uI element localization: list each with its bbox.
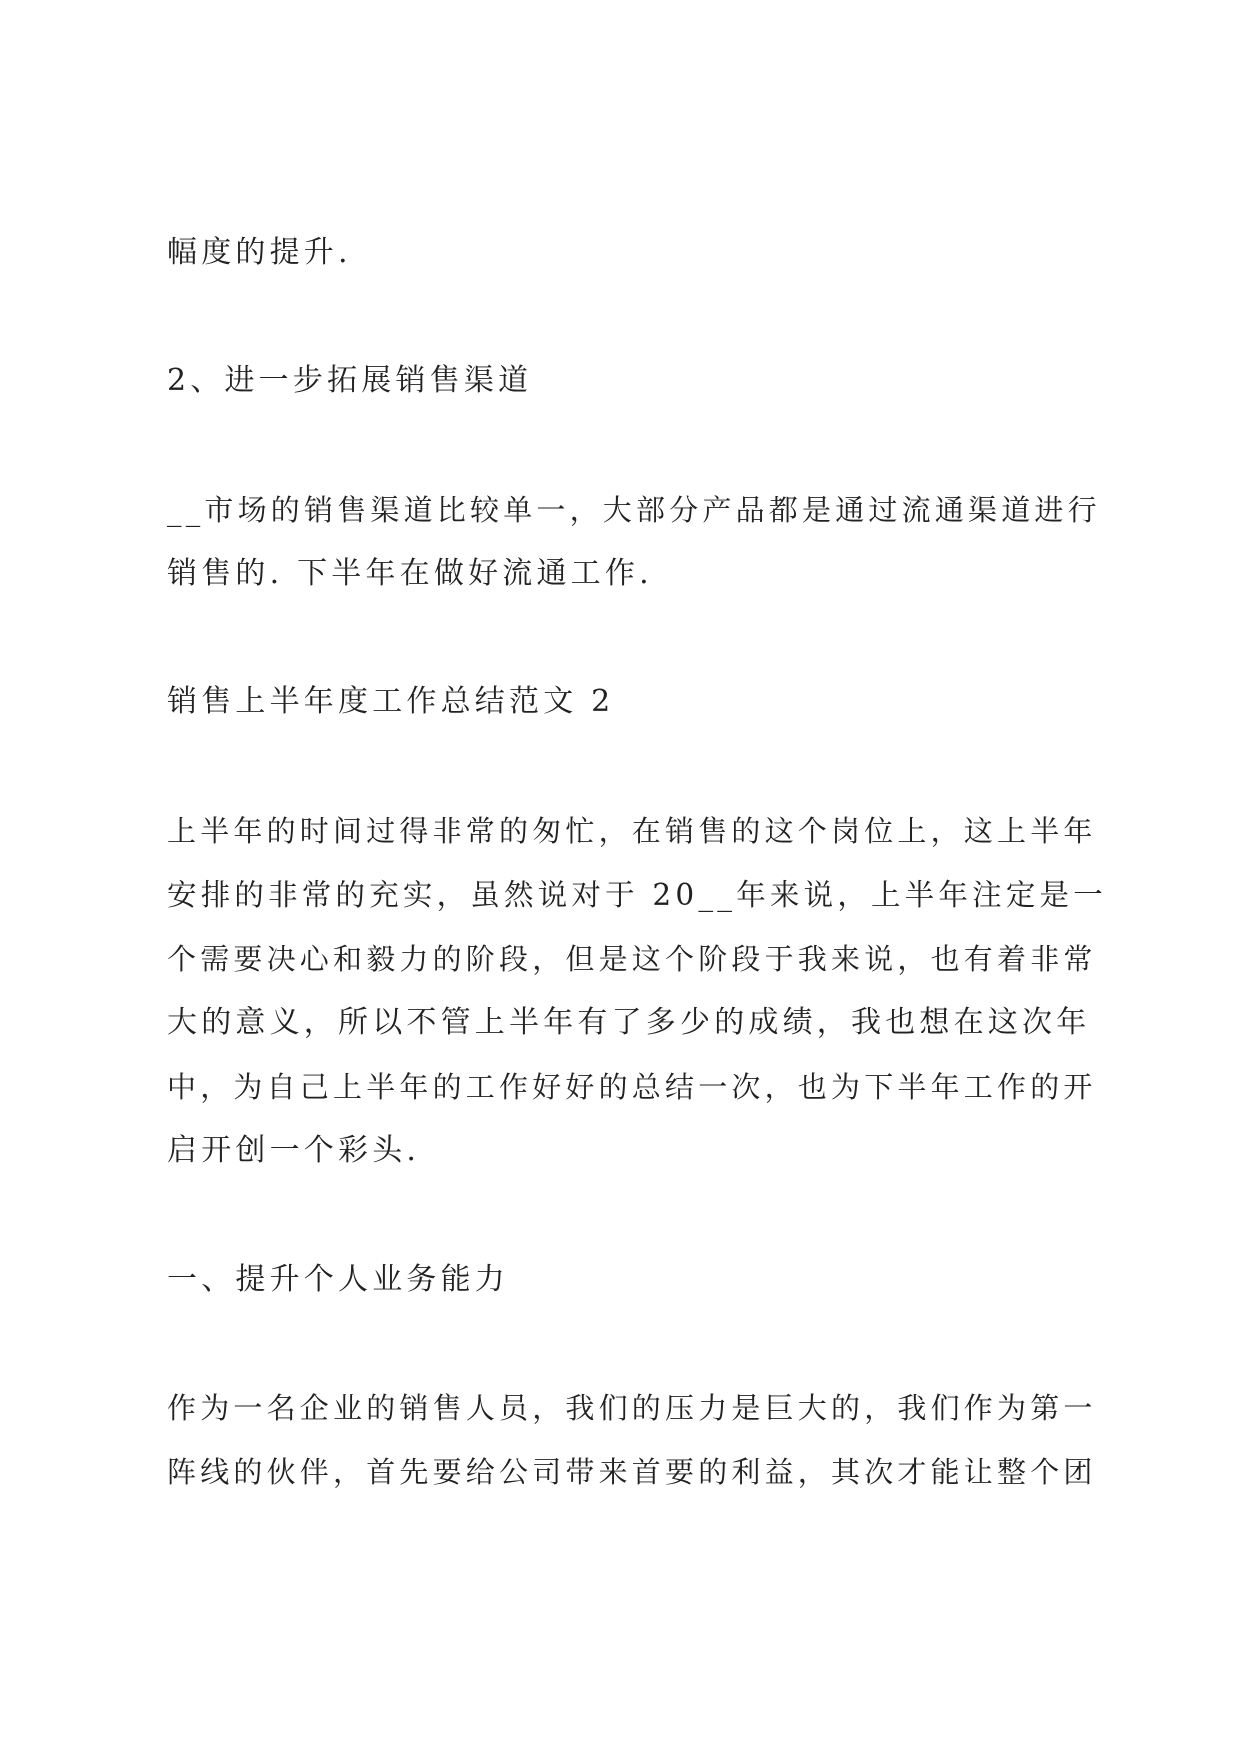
paragraph-line: 启开创一个彩头. (167, 1133, 421, 1168)
article-title: 销售上半年度工作总结范文 2 (167, 684, 615, 719)
section-heading: 2、进一步拓展销售渠道 (167, 363, 533, 398)
paragraph-line: __市场的销售渠道比较单一，大部分产品都是通过流通渠道进行 (167, 493, 1101, 527)
section-heading: 一、提升个人业务能力 (167, 1262, 509, 1297)
paragraph-line: 安排的非常的充实，虽然说对于 20__年来说，上半年注定是一 (167, 878, 1107, 912)
paragraph-line: 作为一名企业的销售人员，我们的压力是巨大的，我们作为第一 (167, 1391, 1097, 1425)
paragraph-line: 上半年的时间过得非常的匆忙，在销售的这个岗位上，这上半年 (167, 814, 1097, 848)
paragraph-line: 中，为自己上半年的工作好好的总结一次，也为下半年工作的开 (167, 1070, 1097, 1104)
paragraph-line: 销售的. 下半年在做好流通工作. (167, 556, 653, 591)
paragraph-line: 个需要决心和毅力的阶段，但是这个阶段于我来说，也有着非常 (167, 942, 1097, 976)
paragraph-line: 幅度的提升. (167, 235, 352, 270)
paragraph-line: 阵线的伙伴，首先要给公司带来首要的利益，其次才能让整个团 (167, 1455, 1097, 1489)
paragraph-line: 大的意义，所以不管上半年有了多少的成绩，我也想在这次年 (167, 1005, 1091, 1040)
